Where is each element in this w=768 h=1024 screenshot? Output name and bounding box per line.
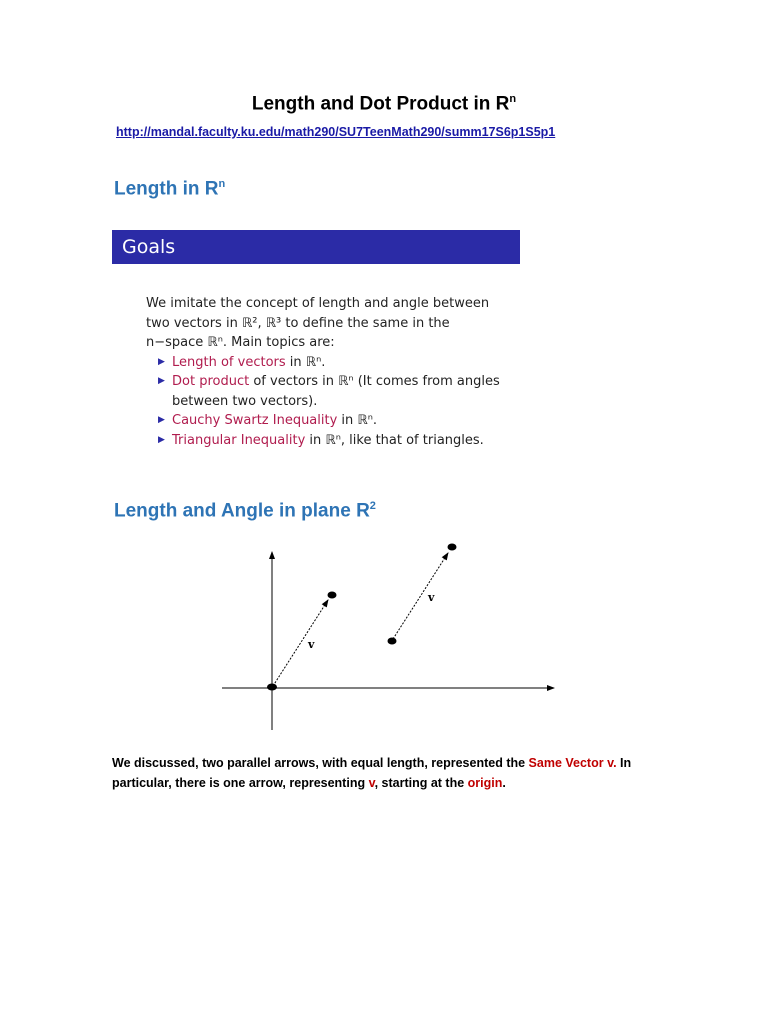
slide-goals-header: Goals (112, 230, 520, 264)
title-text: Length and Dot Product in R (251, 93, 510, 115)
para-text: . (502, 775, 506, 790)
section-heading-sup: n (218, 178, 226, 190)
vector-label: v (428, 591, 435, 604)
section-heading-length (114, 178, 225, 200)
parallel-vector-head-point (448, 544, 457, 551)
goals-list (146, 353, 506, 451)
triangle-right-icon: ▶ (158, 356, 165, 367)
section-heading-text: Length and Angle in plane R (114, 500, 370, 522)
goal-highlight: Length of vectors (172, 354, 286, 370)
origin-vector-head-point (328, 592, 337, 599)
para-emphasis: origin (467, 775, 503, 790)
goals-list-item (146, 431, 506, 451)
origin-point (267, 684, 277, 691)
goals-list-item (146, 353, 506, 373)
source-link[interactable]: http://mandal.faculty.ku.edu/math290/SU7TeenMath290/summ17S6p1S5p1 (116, 125, 556, 139)
vector-label: v (308, 638, 315, 651)
goal-highlight: Cauchy Swartz Inequality (172, 413, 338, 428)
slide-intro-text: We imitate the concept of length and angle between two vectors in ℝ², ℝ³ to define the same in the n−space ℝⁿ. Main topics are: (146, 296, 490, 350)
goals-list-item (146, 372, 506, 411)
parallel-vector-tail-point (388, 638, 397, 645)
triangle-right-icon: ▶ (158, 415, 165, 425)
goal-text: of vectors in ℝⁿ (It comes from angles between two vectors). (172, 374, 500, 409)
para-emphasis: Same Vector v. (528, 756, 617, 770)
para-text: We discussed, two parallel arrows, with equal length, represented the (112, 756, 529, 770)
document-title (0, 93, 768, 115)
triangle-right-icon: ▶ (158, 376, 165, 386)
section-heading-text: Length in R (114, 178, 219, 200)
goals-list-item (146, 411, 506, 431)
vector-diagram (200, 540, 570, 740)
goal-highlight: Dot product (172, 374, 250, 389)
para-emphasis: v (368, 775, 375, 790)
title-superscript: n (509, 93, 517, 105)
para-text: In particular, there is one arrow, representing (112, 756, 632, 790)
parallel-vector-arrow (393, 553, 448, 639)
explanation-paragraph (112, 754, 692, 793)
goal-text: in ℝⁿ. (285, 354, 326, 370)
goal-highlight: Triangular Inequality (172, 432, 306, 448)
section-heading-plane (114, 500, 376, 522)
para-text: , starting at the (374, 775, 468, 790)
goal-text: in ℝⁿ, like that of triangles. (305, 432, 484, 448)
section-heading-sup: 2 (369, 500, 376, 512)
origin-vector-arrow (273, 600, 328, 686)
slide-goals-body (146, 294, 506, 450)
triangle-right-icon: ▶ (158, 434, 165, 445)
goal-text: in ℝⁿ. (337, 413, 378, 428)
